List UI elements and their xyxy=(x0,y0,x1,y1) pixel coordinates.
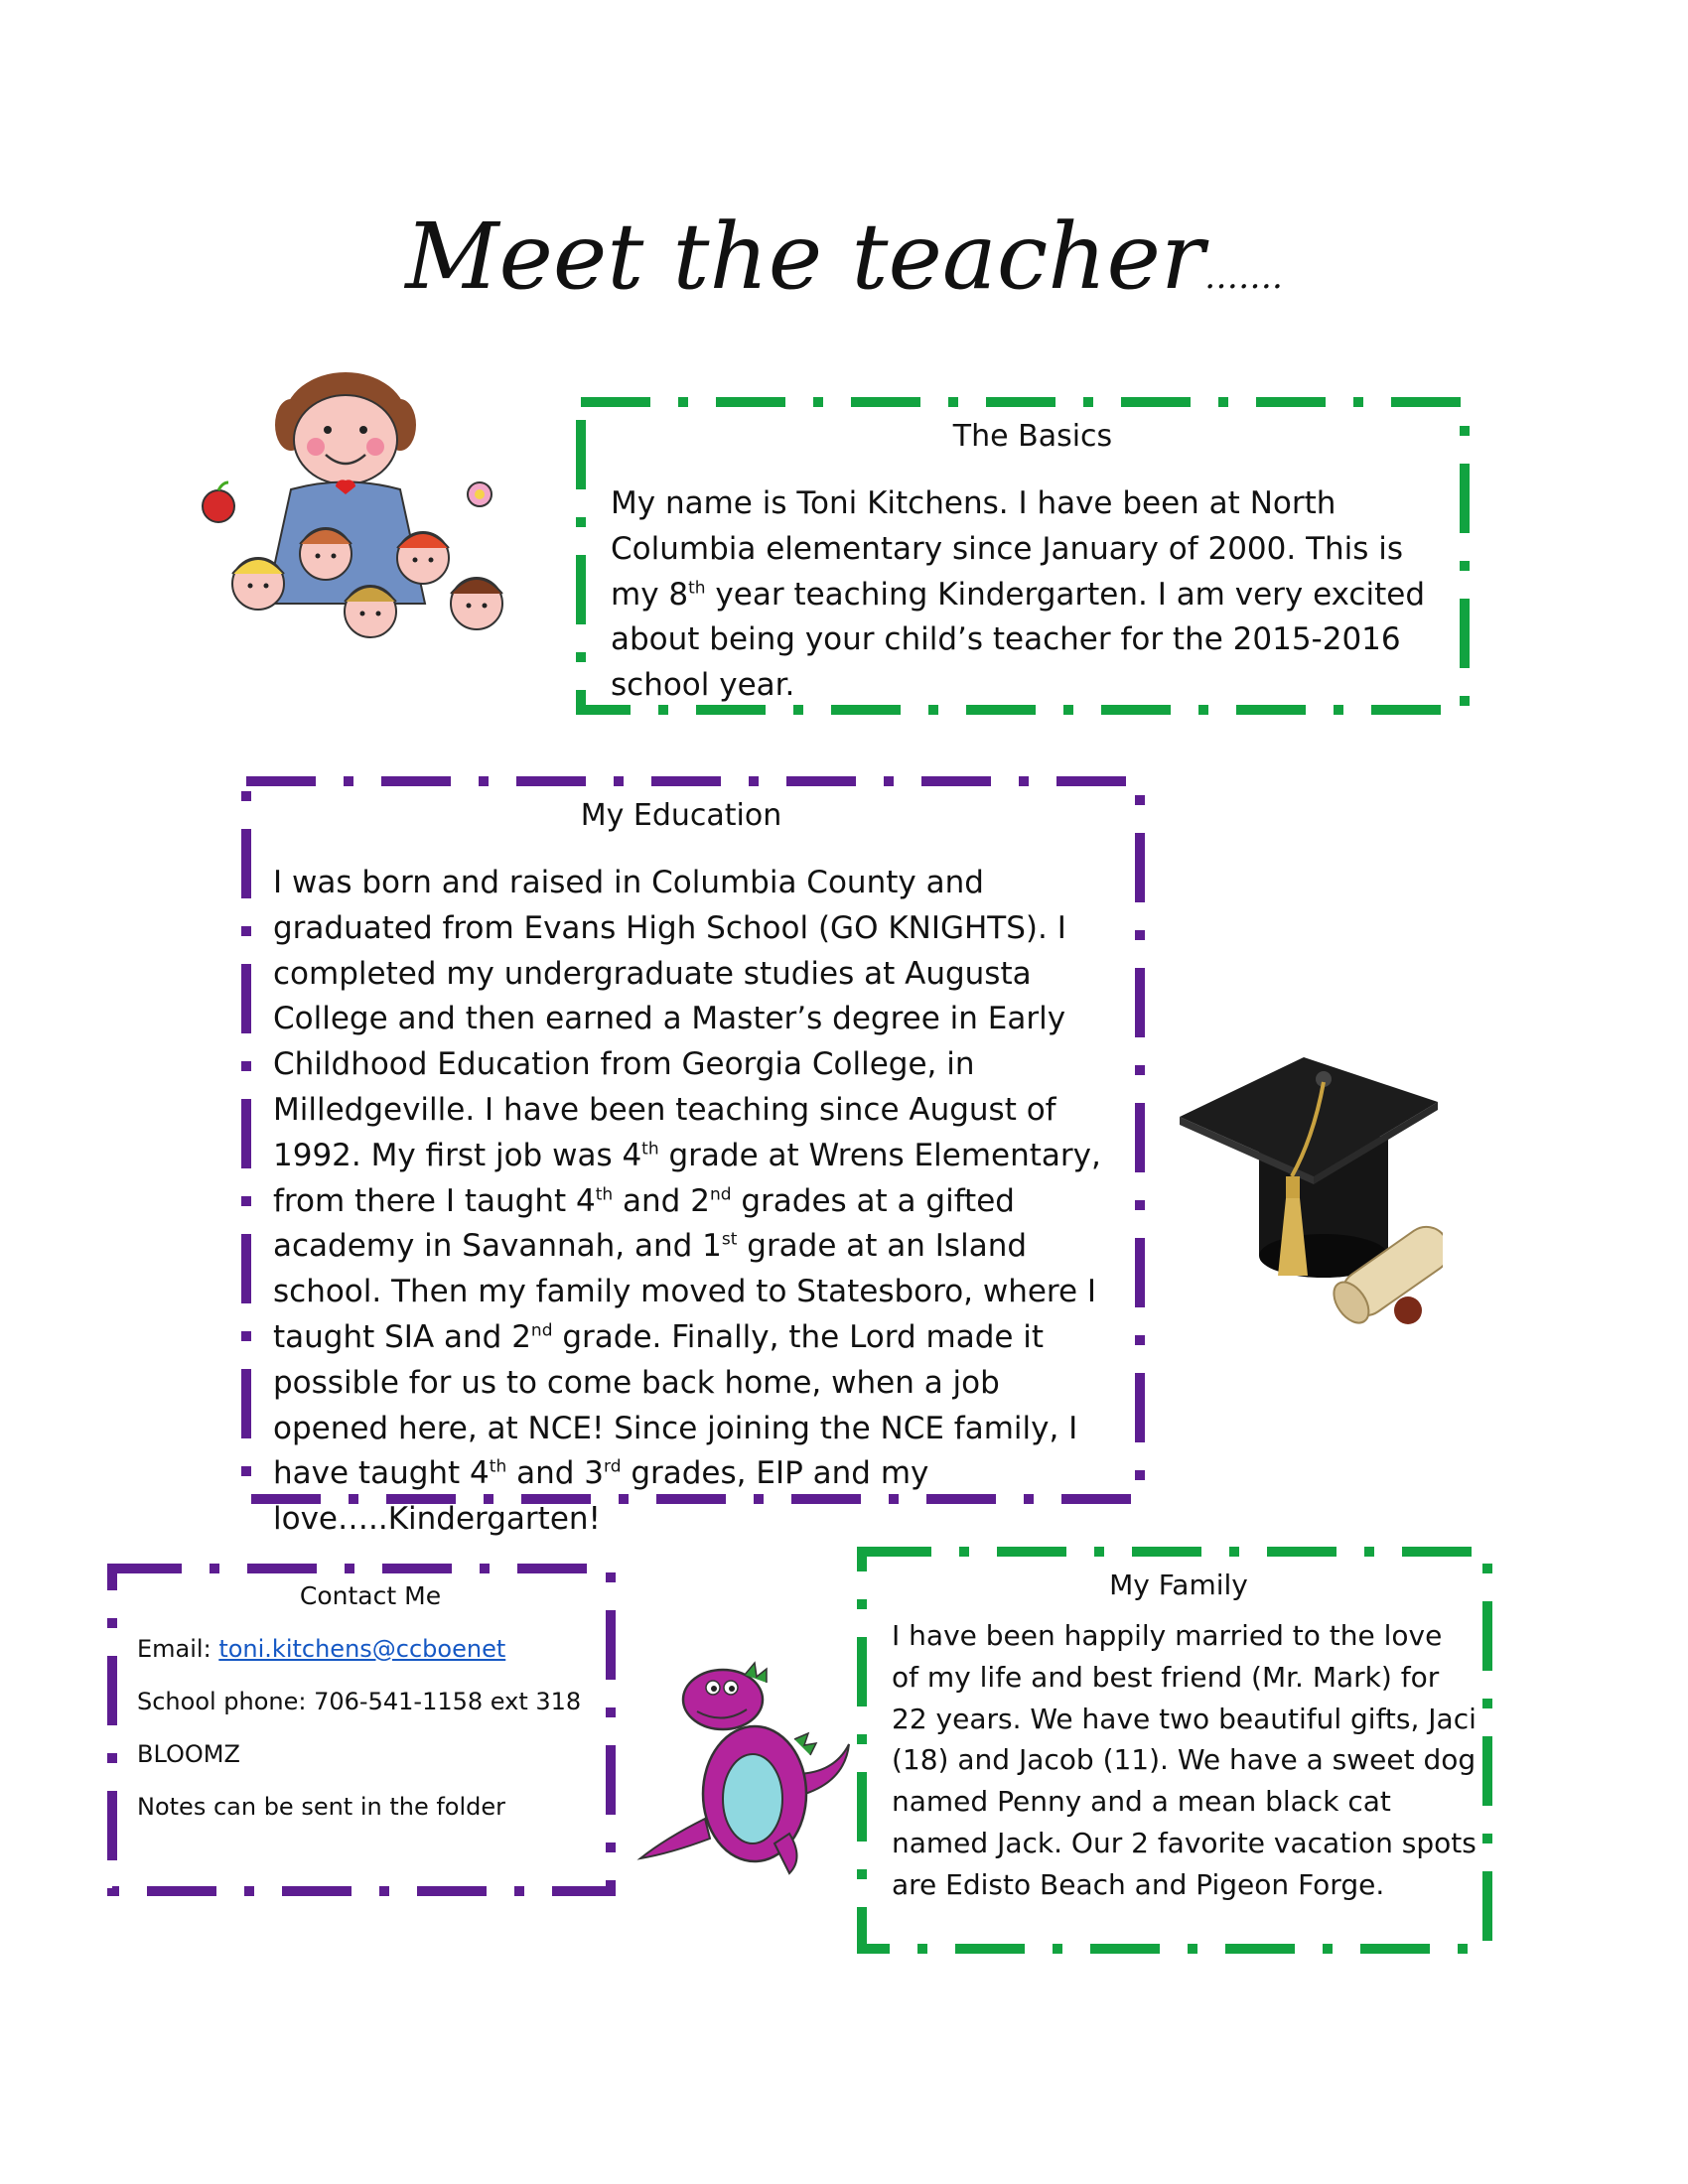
education-sup: nd xyxy=(709,1184,732,1205)
title-text: Meet the teacher xyxy=(405,204,1204,310)
basics-sup-1: th xyxy=(688,578,706,599)
teacher-clipart-image xyxy=(197,365,519,653)
email-line xyxy=(137,1635,604,1663)
education-text: grade. Finally, the Lord made it possible for us to come back home, when a job opened here, at NCE! Since joining the NCE family, I have taught 4 xyxy=(273,1318,1078,1492)
basics-heading: The Basics xyxy=(952,419,1113,454)
page-title xyxy=(0,204,1688,310)
dragon-clipart-image xyxy=(635,1650,859,1878)
email-label: Email: xyxy=(137,1635,219,1663)
education-text: I was born and raised in Columbia County and graduated from Evans High School (GO KNIGHTS). I completed my undergraduate studies at Augusta College and then earned a Master’s degree in Early Childhood Education from Georgia College, in Milledgeville. I have been teaching since August of 1992. My first job was 4 xyxy=(273,865,1066,1173)
education-text: grade at an Island school. Then my family moved to Statesboro, where I taught SIA and 2 xyxy=(273,1228,1097,1355)
education-sup: nd xyxy=(530,1320,553,1341)
notes-text: Notes can be sent in the folder xyxy=(137,1793,506,1821)
education-text: and 2 xyxy=(613,1182,710,1219)
family-section xyxy=(857,1547,1492,1954)
basics-text-2: year teaching Kindergarten. I am very excited about being your child’s teacher for the 2015-2016 school year. xyxy=(611,576,1425,704)
title-suffix: ……. xyxy=(1203,257,1283,297)
education-section xyxy=(241,776,1145,1538)
family-heading: My Family xyxy=(1109,1569,1248,1601)
education-text: grades at a gifted academy in Savannah, and 1 xyxy=(273,1182,1015,1265)
school-phone: School phone: 706-541-1158 ext 318 xyxy=(137,1688,582,1715)
education-text: and 3 xyxy=(506,1455,604,1492)
education-text: grade at Wrens Elementary, from there I taught 4 xyxy=(273,1137,1101,1219)
basics-text-1: My name is Toni Kitchens. I have been at North Columbia elementary since January of 2000. This is my 8 xyxy=(611,485,1404,613)
graduation-cap-image xyxy=(1175,1027,1443,1355)
education-sup: th xyxy=(489,1457,507,1478)
contact-section xyxy=(107,1564,616,1896)
education-heading: My Education xyxy=(580,798,782,833)
education-sup: st xyxy=(721,1230,738,1251)
contact-heading: Contact Me xyxy=(299,1581,442,1610)
bloomz-label: BLOOMZ xyxy=(137,1740,240,1768)
email-link[interactable]: toni.kitchens@ccboenet xyxy=(218,1635,506,1663)
basics-section xyxy=(576,397,1470,715)
basics-paragraph xyxy=(611,481,1455,709)
family-paragraph: I have been happily married to the love of my life and best friend (Mr. Mark) for 22 years. We have two beautiful gifts, Jaci (18) and Jacob (11). We have a sweet dog named Penny and a mean black cat named Jack. Our 2 favorite vacation spots are Edisto Beach and Pigeon Forge. xyxy=(892,1619,1477,1901)
education-paragraph xyxy=(273,861,1117,1543)
education-text: grades, EIP and my love…..Kindergarten! xyxy=(273,1455,929,1538)
education-sup: rd xyxy=(604,1457,622,1478)
education-sup: th xyxy=(641,1139,659,1160)
education-sup: th xyxy=(595,1184,614,1205)
